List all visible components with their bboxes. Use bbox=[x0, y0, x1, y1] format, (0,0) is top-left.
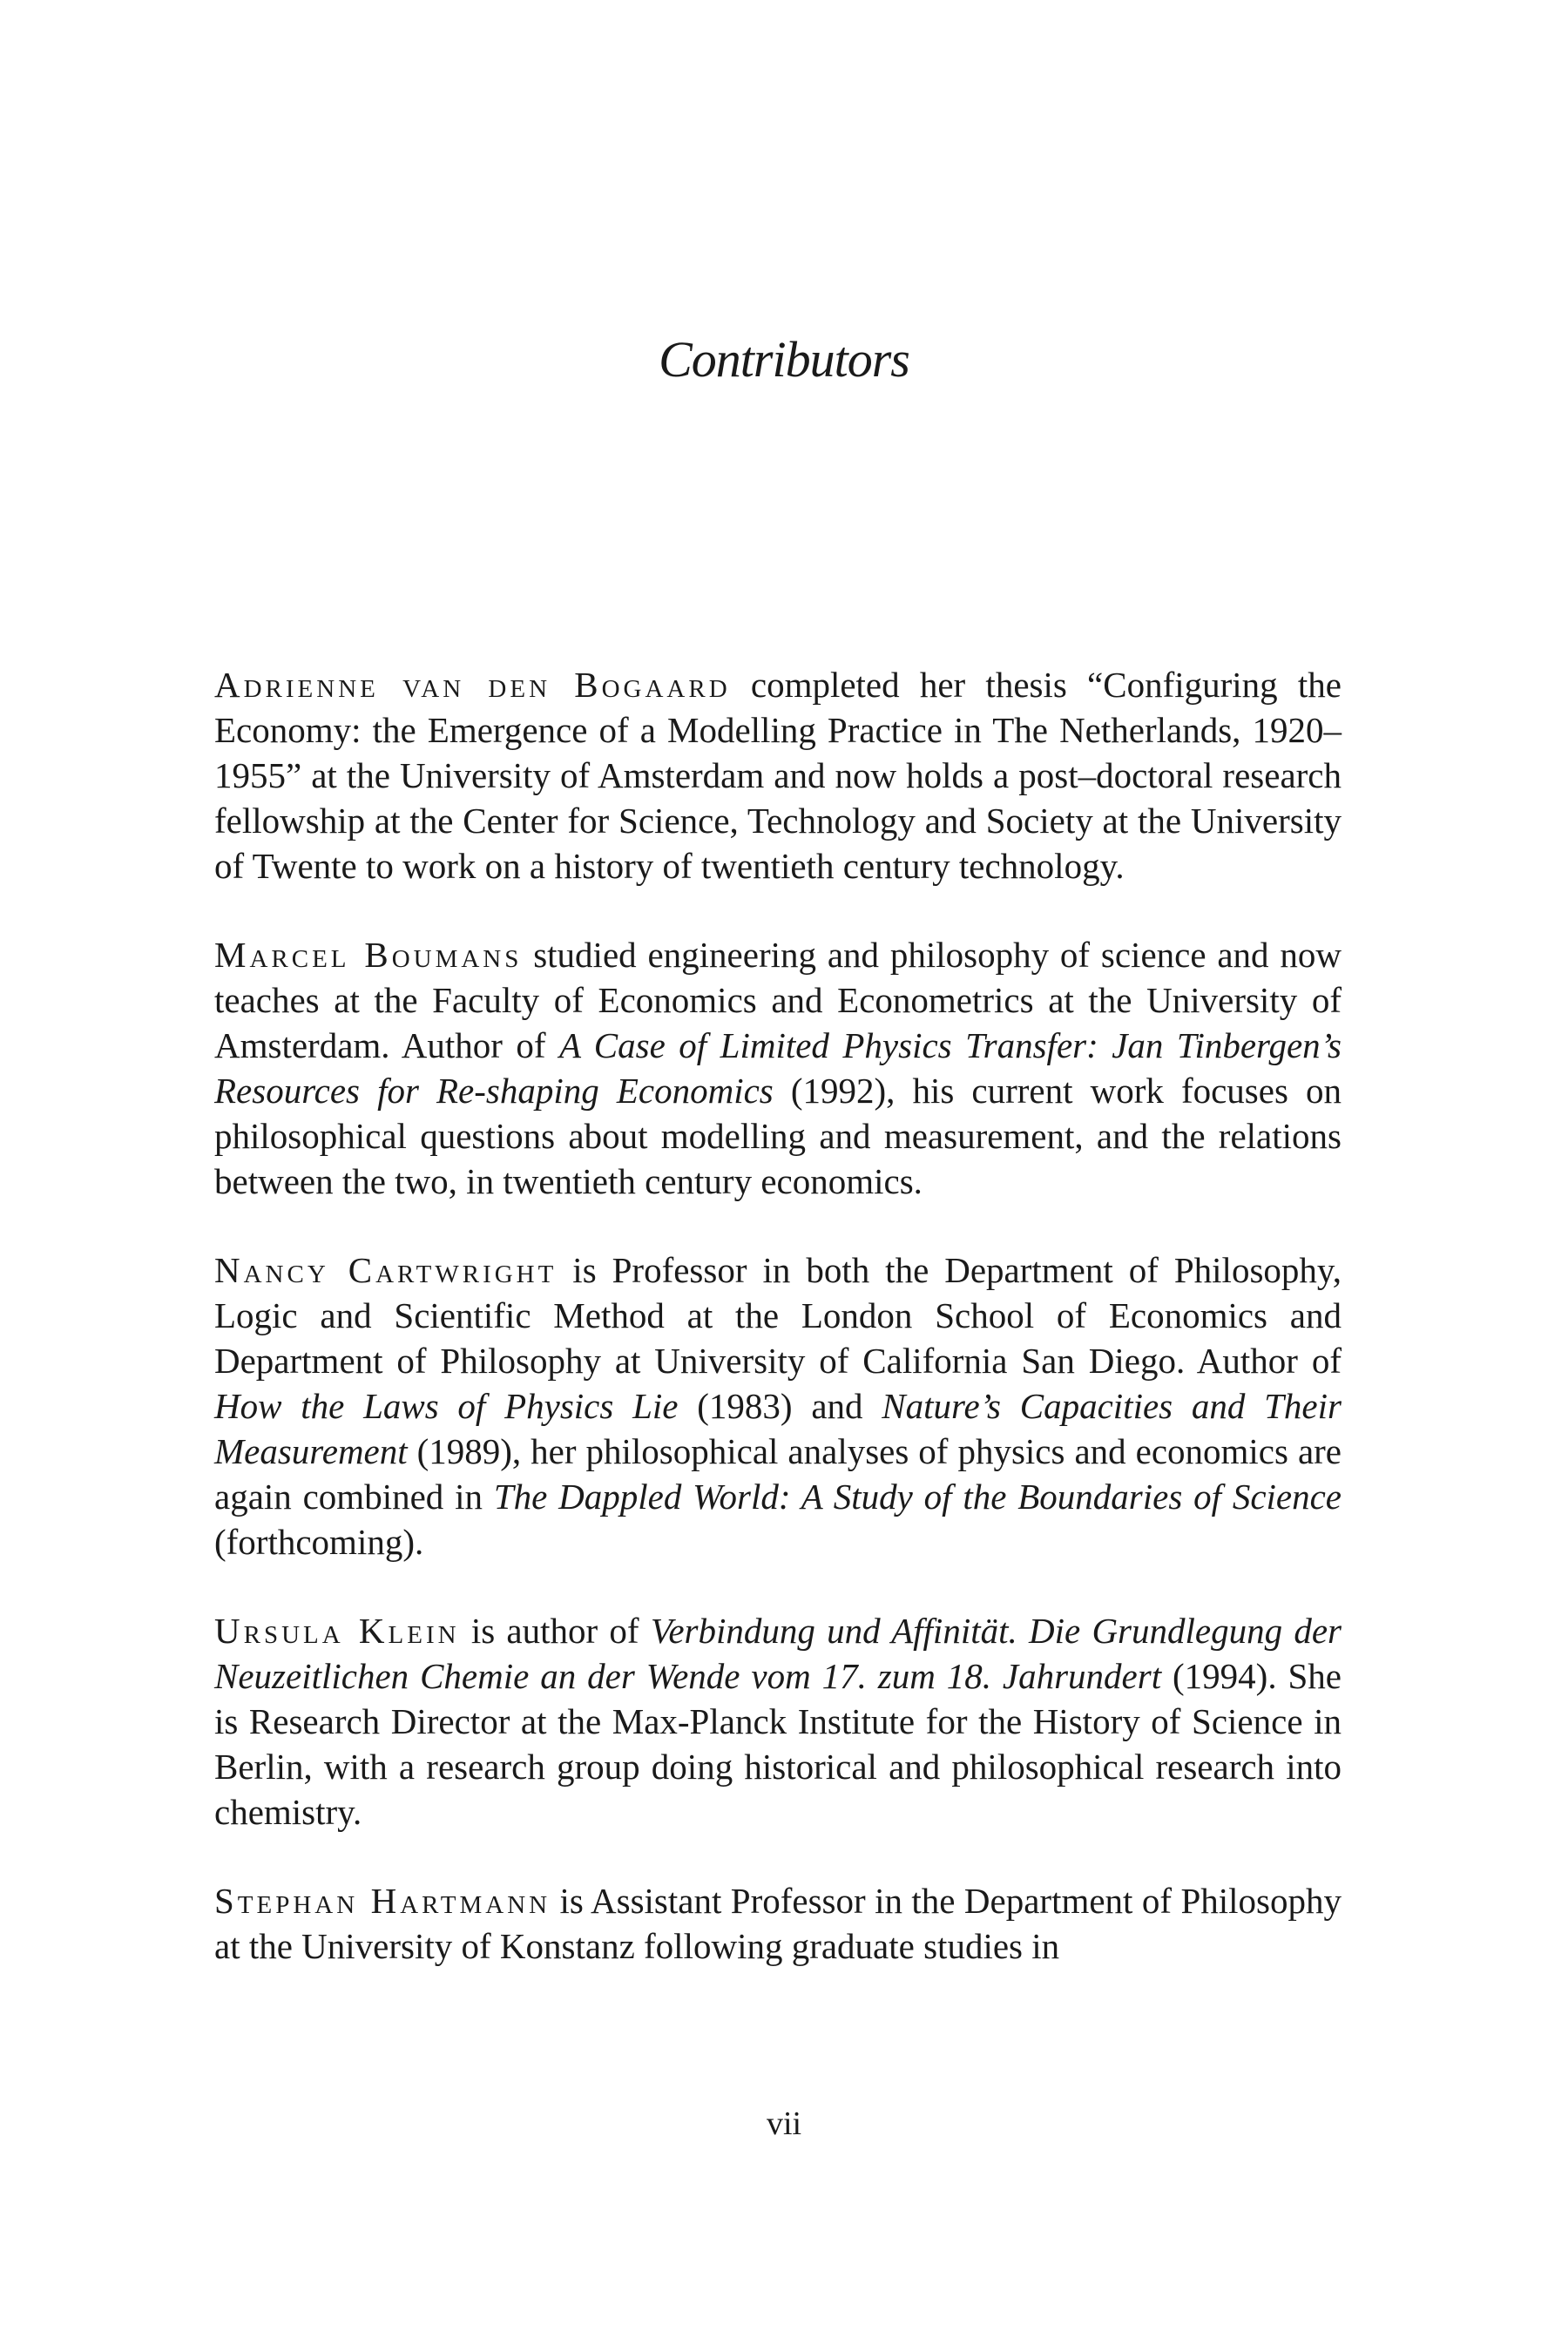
page-title: Contributors bbox=[659, 331, 909, 388]
contributor-name: Stephan Hartmann bbox=[214, 1881, 551, 1921]
contributor-bio: (forthcoming). bbox=[214, 1522, 424, 1562]
contributor-entry-boumans bbox=[214, 932, 1342, 1204]
contributor-name: Marcel Boumans bbox=[214, 935, 523, 975]
contributor-name: Nancy Cartwright bbox=[214, 1250, 558, 1290]
contributor-entry-hartmann bbox=[214, 1878, 1342, 1969]
contributor-bio: (1983) and bbox=[678, 1386, 882, 1426]
book-title: Verbindung und Affinität. Die Grundlegung der Neuzeitlichen Chemie an der Wende vom 17. zum 18. Jahrundert bbox=[214, 1611, 1342, 1696]
contributor-bio: (1994). She is Research Director at the Max-Planck Institute for the History of Science in Berlin, with a research group doing historical and philosophical research into chemistry. bbox=[214, 1656, 1342, 1832]
contributor-bio: is Professor in both the Department of Philosophy, Logic and Scientific Method at the London School of Economics and Department of Philosophy at University of California San Diego. Author of bbox=[214, 1250, 1342, 1381]
contributor-name: Ursula Klein bbox=[214, 1611, 460, 1651]
page-number: vii bbox=[766, 2105, 802, 2142]
book-title: Nature’s Capacities and Their Measurement bbox=[214, 1386, 1342, 1471]
book-title: The Dappled World: A Study of the Boundaries of Science bbox=[493, 1477, 1342, 1517]
contributor-entry-klein bbox=[214, 1608, 1342, 1835]
contributor-entry-cartwright bbox=[214, 1247, 1342, 1565]
contributor-bio: is author of bbox=[459, 1611, 651, 1651]
contributor-entry-bogaard bbox=[214, 662, 1342, 889]
book-title: How the Laws of Physics Lie bbox=[214, 1386, 679, 1426]
contributor-name: Adrienne van den Bogaard bbox=[214, 665, 731, 705]
contributor-bio: is Assistant Professor in the Department of Philosophy at the University of Konstanz following graduate studies in bbox=[214, 1881, 1342, 1966]
contributor-bio: studied engineering and philosophy of science and now teaches at the Faculty of Economics and Econometrics at the University of Amsterdam. Author of bbox=[214, 935, 1342, 1065]
contributor-bio: (1992), his current work focuses on philosophical questions about modelling and measurement, and the relations between the two, in twentieth century economics. bbox=[214, 1071, 1342, 1201]
book-title: A Case of Limited Physics Transfer: Jan Tinbergen’s Resources for Re-shaping Economics bbox=[214, 1025, 1342, 1111]
contributor-bio: (1989), her philosophical analyses of physics and economics are again combined in bbox=[214, 1431, 1342, 1517]
contributors-list bbox=[214, 662, 1342, 1969]
contributor-bio: completed her thesis “Configuring the Economy: the Emergence of a Modelling Practice in The Netherlands, 1920–1955” at the University of Amsterdam and now holds a post–doctoral research fellowship at the Center for Science, Technology and Society at the University of Twente to work on a history of twentieth century technology. bbox=[214, 665, 1342, 886]
